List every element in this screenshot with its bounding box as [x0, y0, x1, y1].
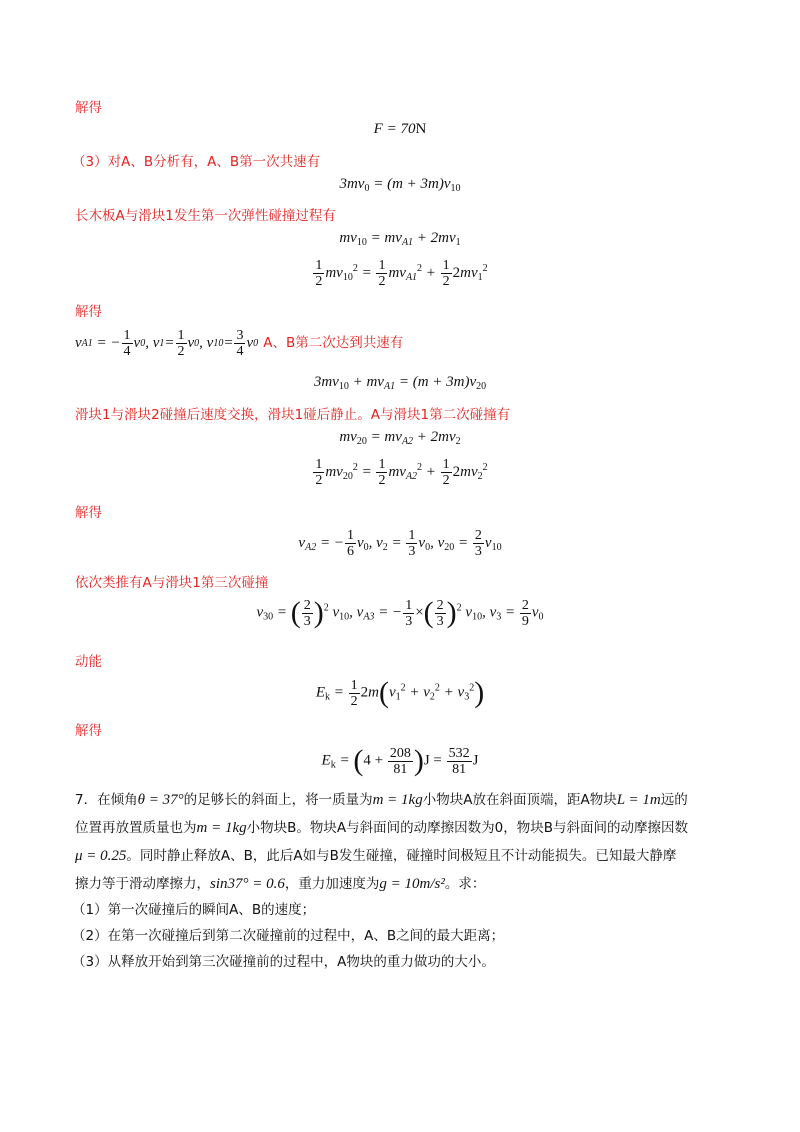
- question-3: （3）从释放开始到第三次碰撞前的过程中，A物块的重力做功的大小。: [72, 954, 495, 970]
- solution-label: 解得: [75, 100, 102, 116]
- equation-momentum-2: $mv_{20} = mv_{A2} + 2mv_2$: [339, 429, 461, 447]
- equation-force: F = 70N: [373, 121, 427, 137]
- solution-label: 解得: [75, 723, 102, 739]
- problem7-line3: μ = 0.25。同时静止释放A、B，此后A如与B发生碰撞，碰撞时间极短且不计动能损失。已知最大静摩: [75, 848, 677, 864]
- problem7-text: [72, 788, 735, 974]
- result-1-formula: v A1 = − $\frac{1}{4}$ v 0 , v 1 = $\frac{1}{2}$ v 0 , v 10 = $\frac{3}{4}$ v 0: [75, 328, 259, 359]
- equation-kinetic-energy: $E_k$ = $\frac{1}{2}$ $2m(v_1^2 + v_2^2 + v_3^2)$: [315, 676, 485, 709]
- result-1-line: [75, 328, 403, 359]
- question-1: （1）第一次碰撞后的瞬间A、B的速度；: [72, 902, 316, 918]
- equation-momentum-1: $mv_{10} = mv_{A1} + 2mv_1$: [339, 230, 461, 248]
- collision1-text: 长木板A与滑块1发生第一次弹性碰撞过程有: [75, 208, 336, 224]
- equation-common-velocity-1: $3mv_0 = (m + 3m)v_{10}$: [339, 176, 461, 194]
- solution-label: 解得: [75, 505, 102, 521]
- common2-text: A、B第二次达到共速有: [263, 335, 404, 351]
- result-3-formula: $v_{30}$ = ( $\frac{2}{3}$ )$^2$ $v_{10}$, $v_{A3}$ = − $\frac{1}{3}$ ×( $\frac{2}{3}$ )$^2$ $v_{10}$, $v_3$ = $\frac{2}{9}$ $v_0$: [256, 596, 544, 629]
- equation-energy-1: $\frac{1}{2}$ $mv_{10}^2$ = $\frac{1}{2}$ $mv_{A1}^2$ + $\frac{1}{2}$ $2mv_1^2$: [315, 258, 488, 289]
- kinetic-label: 动能: [75, 654, 102, 670]
- solution-label: 解得: [75, 304, 102, 320]
- equation-energy-2: $\frac{1}{2}$ $mv_{20}^2$ = $\frac{1}{2}$ $mv_{A2}^2$ + $\frac{1}{2}$ $2mv_2^2$: [315, 457, 488, 488]
- third-collision-text: 依次类推有A与滑块1第三次碰撞: [75, 575, 269, 591]
- question-2: （2）在第一次碰撞后到第二次碰撞前的过程中，A、B之间的最大距离；: [72, 928, 505, 944]
- part3-text: （3）对A、B分析有，A、B第一次共速有: [72, 154, 321, 170]
- problem7-line4: 擦力等于滑动摩擦力，sin37° = 0.6，重力加速度为g = 10m/s²。求：: [75, 876, 486, 892]
- equation-common-velocity-2: $3mv_{10} + mv_{A1} = (m + 3m)v_{20}$: [313, 374, 487, 392]
- exchange-text: 滑块1与滑块2碰撞后速度交换，滑块1碰后静止。A与滑块1第二次碰撞有: [75, 407, 511, 423]
- equation-kinetic-energy-result: $E_k = (4$ + $\frac{208}{81}$ )J = $\frac{532}{81}$ J: [321, 744, 479, 777]
- problem7-line1: 7．在倾角θ = 37°的足够长的斜面上，将一质量为m = 1kg小物块A放在斜面顶端，距A物块L = 1m远的: [75, 792, 688, 808]
- result-2-formula: $v_{A2}$ = − $\frac{1}{6}$ $v_0$, $v_2$ = $\frac{1}{3}$ $v_0$, $v_{20}$ = $\frac{2}{3}$ $v_{10}$: [298, 528, 502, 559]
- problem7-line2: 位置再放置质量也为m = 1kg小物块B。物块A与斜面间的动摩擦因数为0，物块B与斜面间的动摩擦因数: [75, 820, 688, 836]
